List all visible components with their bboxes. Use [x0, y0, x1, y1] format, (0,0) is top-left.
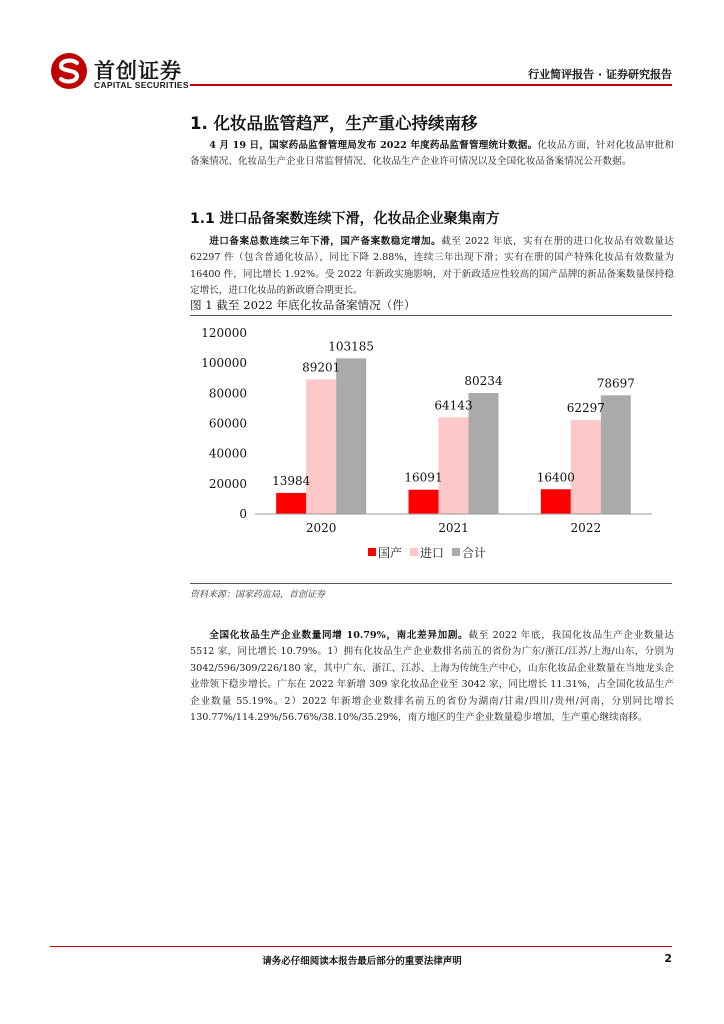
- bar-value-label: 16091: [404, 470, 443, 485]
- logo-english-name: CAPITAL SECURITIES: [94, 80, 189, 90]
- bar-2022-0: [541, 489, 571, 514]
- bar-value-label: 13984: [272, 473, 311, 488]
- x-tick-label: 2022: [570, 521, 602, 535]
- bar-2021-0: [409, 490, 439, 514]
- company-logo-icon: [50, 52, 88, 90]
- figure-title: 图 1 截至 2022 年底化妆品备案情况（件）: [190, 298, 416, 312]
- bar-value-label: 78697: [596, 376, 635, 391]
- bar-2020-2: [336, 358, 366, 514]
- section-1-title: 1. 化妆品监管趋严，生产重心持续南移: [190, 114, 478, 133]
- bar-value-label: 64143: [434, 398, 473, 413]
- y-tick-label: 0: [239, 507, 247, 521]
- bar-value-label: 89201: [302, 360, 341, 375]
- legend-label: 国产: [378, 546, 403, 560]
- bar-value-label: 103185: [328, 339, 375, 354]
- y-tick-label: 100000: [201, 356, 247, 371]
- legend-swatch: [452, 548, 460, 556]
- legend-swatch: [368, 548, 376, 556]
- y-tick-label: 120000: [201, 326, 247, 340]
- bar-2020-1: [306, 379, 336, 514]
- footer-divider: [50, 946, 672, 947]
- section-1-body: 化妆品方面，针对化妆品审批和备案情况、化妆品生产企业日常监督情况、化妆品生产企业许可情况以及全国化妆品备案情况公开数据。: [190, 140, 674, 168]
- report-type-label: 行业简评报告 · 证券研究报告: [528, 68, 672, 81]
- logo-chinese-name: 首创证券: [94, 59, 182, 83]
- x-tick-label: 2020: [305, 521, 337, 535]
- y-tick-label: 60000: [208, 416, 247, 431]
- section-1-lead: 4 月 19 日，国家药品监督管理局发布 2022 年度药品监督管理统计数据。: [209, 140, 538, 151]
- bar-chart: [190, 318, 672, 582]
- bar-value-label: 80234: [464, 373, 503, 388]
- y-tick-label: 20000: [208, 476, 247, 491]
- x-tick-label: 2021: [438, 521, 469, 535]
- x-axis-ticks: [306, 521, 601, 535]
- legal-notice: 请务必仔细阅读本报告最后部分的重要法律声明: [262, 956, 462, 967]
- producer-body: 截至 2022 年底，我国化妆品生产企业数量达 5512 家，同比增长 10.79%。1）拥有化妆品生产企业数排名前五的省份为广东/浙江/江苏/上海/山东，分别为 3042/596/309/226/180 家，其中广东、浙江、江苏、上海为传统生产中心，山东化妆品企业数量在当地龙头企业带领下稳步增长。广东在 2022 年新增 309 家化妆品企业至 3042 家，同比增长 11.31%，占全国化妆品生产企业数量 55.19%。2）2022 年新增企业数排名前五的省份为湖南/甘肃/四川/贵州/河南，分别同比增长 130.77%/114.29%/56.76%/38.10%/35.29%，南方地区的生产企业数量稳步增加，生产重心继续南移。: [190, 630, 675, 724]
- header-divider: [190, 84, 672, 86]
- bar-2022-1: [571, 420, 601, 514]
- figure-bottom-rule: [190, 583, 672, 584]
- section-1-1-title: 1.1 进口品备案数连续下滑，化妆品企业聚集南方: [190, 211, 500, 227]
- legend-swatch: [410, 548, 418, 556]
- y-axis-ticks: [201, 326, 247, 521]
- page-number: 2: [664, 952, 672, 965]
- bar-2020-0: [276, 493, 306, 514]
- y-tick-label: 80000: [208, 386, 247, 401]
- producer-lead: 全国化妆品生产企业数量同增 10.79%，南北差异加剧。: [209, 630, 469, 641]
- legend-label: 进口: [420, 546, 445, 560]
- bar-2021-1: [439, 417, 469, 514]
- section-1-1-lead: 进口备案总数连续三年下滑，国产备案数稳定增加。: [209, 236, 442, 247]
- chart-legend: [368, 545, 486, 560]
- bar-value-label: 16400: [536, 470, 575, 485]
- bars: [276, 358, 631, 514]
- figure-top-rule: [190, 315, 672, 316]
- y-tick-label: 40000: [208, 446, 247, 461]
- section-1-paragraph: [190, 138, 674, 171]
- section-1-1-paragraph: [190, 234, 674, 300]
- bar-2021-2: [469, 393, 499, 514]
- bar-2022-2: [601, 395, 631, 514]
- figure-source: 资料来源：国家药监局，首创证券: [190, 590, 326, 600]
- producer-paragraph: [190, 628, 674, 726]
- legend-label: 合计: [462, 546, 487, 560]
- section-1-1-body: 截至 2022 年底，实有在册的进口化妆品有效数量达 62297 件（包含普通化妆品），同比下降 2.88%，连续三年出现下滑；实有在册的国产特殊化妆品有效数量为 16400 件，同比增长 1.92%。受 2022 年新政实施影响，对于新政适应性较高的国产品牌的新品备案数量保持稳定增长，进口化妆品的新政磨合期更长。: [190, 236, 675, 297]
- bar-value-label: 62297: [566, 401, 605, 416]
